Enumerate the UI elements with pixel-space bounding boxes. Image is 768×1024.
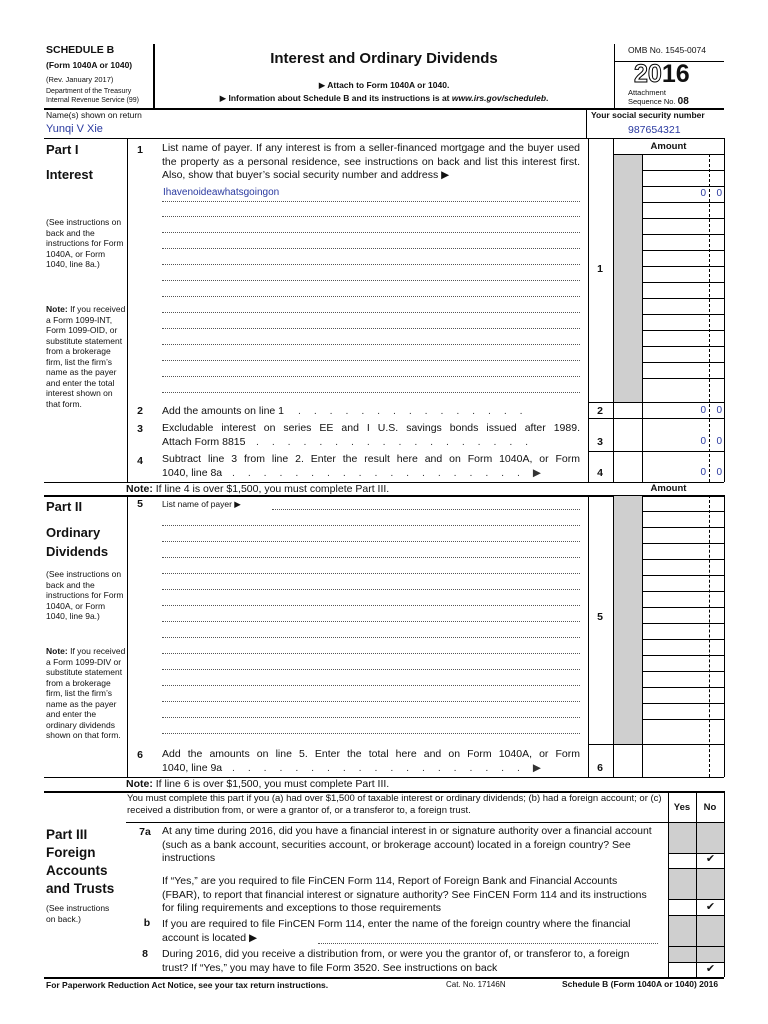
line3-number: 3: [137, 423, 143, 435]
sequence-label: Sequence No. 08: [628, 96, 689, 107]
line4-amount-cents[interactable]: 0: [716, 467, 722, 478]
info-instruction: ▶ Information about Schedule B and its instructions is at www.irs.gov/scheduleb.: [219, 93, 549, 103]
irs-url-link[interactable]: www.irs.gov/scheduleb: [451, 93, 547, 103]
part2-title: Part II: [46, 499, 83, 514]
part3-instructions: (See instructions on back.): [46, 903, 110, 924]
q7b-text: If you are required to file FinCEN Form 114, enter the name of the foreign country where the financial account is located ▶: [162, 918, 631, 944]
line5-text: List name of payer ▶: [162, 499, 241, 509]
part2-amount-header: Amount: [650, 483, 687, 494]
line1-amount-cents[interactable]: 0: [716, 188, 722, 199]
line4-box-number: 4: [597, 467, 603, 479]
line1-payer-name[interactable]: Ihavenoideawhatsgoingon: [163, 187, 280, 198]
no-column-header: No: [703, 802, 717, 813]
line4-amount-dollars[interactable]: 0: [700, 467, 706, 478]
line1-number: 1: [137, 144, 143, 156]
schedule-forms: (Form 1040A or 1040): [46, 60, 133, 70]
tax-year: 2016: [634, 60, 690, 88]
part1-amount-header: Amount: [650, 141, 687, 152]
q7a-number: 7a: [139, 826, 151, 838]
part1-instructions: (See instructions on back and the instructions for Form 1040A, or Form 1040, line 8a.): [46, 217, 124, 269]
line1-box-number: 1: [597, 263, 603, 275]
footer-form-reference: Schedule B (Form 1040A or 1040) 2016: [562, 979, 719, 989]
department-line1: Department of the Treasury: [46, 88, 132, 95]
part3-title: Part III Foreign Accounts and Trusts: [46, 827, 115, 896]
line6-number: 6: [137, 749, 143, 761]
name-label: Name(s) shown on return: [46, 110, 142, 120]
schedule-title: SCHEDULE B: [46, 44, 115, 56]
q7a-ifyes-no-checkbox[interactable]: ✔: [705, 901, 716, 913]
q8-number: 8: [142, 948, 148, 960]
line4-number: 4: [137, 455, 143, 467]
line2-box-number: 2: [597, 405, 603, 417]
part1-bottom-note: Note: If line 4 is over $1,500, you must complete Part III.: [126, 483, 390, 495]
line4-text-b: 1040, line 8a: [162, 467, 223, 479]
attach-instruction: ▶ Attach to Form 1040A or 1040.: [318, 80, 450, 90]
part2-subtitle-1: Ordinary: [46, 525, 101, 540]
line6-box-number: 6: [597, 762, 603, 774]
ssn-value[interactable]: 987654321: [628, 124, 681, 136]
part1-note: Note: If you received a Form 1099-INT, Form 1099-OID, or substitute statement from a brokerage firm, list the firm’s name as the payer and enter the total interest shown on that form.: [46, 304, 126, 409]
q7a-ifyes-text: If “Yes,” are you required to file FinCEN Form 114, Report of Foreign Bank and Financial Accounts (FBAR), to report that financial interest or signature authority? See FinCEN Form 114 and its instructions for filing requirements and exceptions to those requirements: [162, 875, 647, 914]
part2-bottom-note: Note: If line 6 is over $1,500, you must complete Part III.: [126, 778, 390, 790]
line6-text-b: 1040, line 9a: [162, 762, 223, 774]
line2-amount-dollars[interactable]: 0: [700, 405, 706, 416]
line3-text-a: Excludable interest on series EE and I U.S. savings bonds issued after 1989.: [162, 422, 580, 434]
ssn-label: Your social security number: [591, 110, 705, 120]
line4-text-a: Subtract line 3 from line 2. Enter the result here and on Form 1040A, or Form: [162, 453, 580, 465]
form-title: Interest and Ordinary Dividends: [270, 50, 498, 67]
q7a-no-checkbox[interactable]: ✔: [705, 853, 716, 865]
yes-column-header: Yes: [673, 802, 691, 813]
line2-number: 2: [137, 405, 143, 417]
attachment-label: Attachment: [628, 88, 666, 97]
line2-amount-cents[interactable]: 0: [716, 405, 722, 416]
part3-intro: You must complete this part if you (a) had over $1,500 of taxable interest or ordinary dividends; (b) had a foreign account; or (c) received a distribution from, or were a grantor of, or a transferor to, a foreign trust.: [127, 793, 662, 816]
q7a-text: At any time during 2016, did you have a financial interest in or signature authority over a financial account (such as a bank account, securities account, or brokerage account) located in a foreign country? See instructions: [162, 825, 652, 864]
line6-text-a: Add the amounts on line 5. Enter the total here and on Form 1040A, or Form: [162, 748, 580, 760]
part1-subtitle: Interest: [46, 167, 93, 182]
line3-box-number: 3: [597, 436, 603, 448]
q8-no-checkbox[interactable]: ✔: [705, 963, 716, 975]
line5-box-number: 5: [597, 611, 603, 623]
department-line2: Internal Revenue Service (99): [46, 97, 139, 104]
catalog-number: Cat. No. 17146N: [446, 980, 506, 989]
line2-text: Add the amounts on line 1: [162, 405, 285, 417]
part2-instructions: (See instructions on back and the instructions for Form 1040A, or Form 1040, line 9a.): [46, 569, 124, 621]
line3-amount-cents[interactable]: 0: [716, 436, 722, 447]
paperwork-notice: For Paperwork Reduction Act Notice, see your tax return instructions.: [46, 980, 329, 990]
line1-text: List name of payer. If any interest is from a seller-financed mortgage and the buyer used the property as a personal residence, see instructions on back and list this interest first. Also, show that buyer’s social security number and address ▶: [162, 142, 580, 181]
line3-text-b: Attach Form 8815: [162, 436, 246, 448]
taxpayer-name[interactable]: Yunqi V Xie: [46, 123, 103, 135]
line3-amount-dollars[interactable]: 0: [700, 436, 706, 447]
header: [0, 0, 768, 110]
q7b-number: b: [143, 917, 151, 929]
part2-subtitle-2: Dividends: [46, 544, 109, 559]
part1-title: Part I: [46, 142, 79, 157]
line1-amount-dollars[interactable]: 0: [700, 188, 706, 199]
line5-number: 5: [137, 498, 143, 510]
q8-text: During 2016, did you receive a distribution from, or were you the grantor of, or transferor to, a foreign trust? If “Yes,” you may have to file Form 3520. See instructions on back: [162, 948, 630, 974]
revision-date: (Rev. January 2017): [46, 75, 114, 84]
omb-number: OMB No. 1545-0074: [628, 45, 706, 55]
part2-note: Note: If you received a Form 1099-DIV or substitute statement from a brokerage firm, list the firm’s name as the payer and enter the ordinary dividends shown on that form.: [46, 646, 126, 740]
